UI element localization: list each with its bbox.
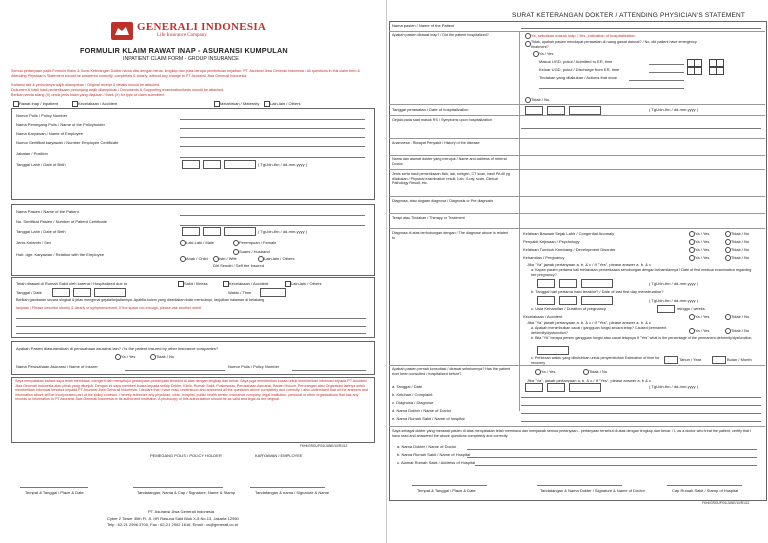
hospital-reason-label: Telah dirawat di Rumah Sakit oleh karena / Hospitalized due to: [16, 281, 128, 286]
policyholder-sign-line[interactable]: [133, 487, 223, 488]
doctor-hospital-field[interactable]: [467, 457, 757, 458]
doctor-place-date-label: Tempat & Tanggal / Place & Date: [417, 488, 476, 493]
doctor-statement: Saya sebagai dokter yang merawat pasien di atas menyatakan telah membaca dan menjawab semua pertanyaan - pertanyaan tersebut di atas dengan lengkap dan benar. / I, as a doctor who treat the patient, certify that I have read and answered the above questions completely and correctly.: [392, 429, 752, 438]
physician-header: SURAT KETERANGAN DOKTER / ATTENDING PHYSICIAN'S STATEMENT: [512, 12, 746, 19]
other-insurance-question: Apakah Pasien diasuransikan di perusahaan asuransi lain? / Is the patient insured by other insurance companies?: [16, 346, 219, 351]
sex-male-label: Laki-Laki / Male: [186, 240, 215, 245]
patient-dob-month[interactable]: [203, 227, 221, 236]
company-name: PT. Asuransi Jiwa Generali Indonesia: [148, 509, 215, 514]
er-yes-label: Ya / Yes: [539, 51, 554, 56]
employee-dob-month[interactable]: [203, 160, 221, 169]
related-psychology-label: Penyakit Kejiwaan / Psychology: [523, 239, 580, 244]
employee-certificate-label: Nomor Sertifikat karyawan / Number Employee Certificate: [16, 140, 119, 145]
company-address: Cyber 2 Tower 30th Fl. Jl. HR Rasuna Said Blok X-5 No.13, Jakarta 12950: [107, 516, 239, 521]
patient-certificate-field[interactable]: [180, 225, 365, 226]
therapy-label: Terapi atau Tindakan / Therapy or Treatment: [392, 216, 465, 220]
doctor-address-label: c. Alamat Rumah Sakit / Address of Hospital: [397, 460, 476, 465]
hospitalization-date-month[interactable]: [547, 106, 565, 115]
pregnancy-q-c: c. Usia Kehamilan / Duration of pregnancy: [531, 306, 606, 311]
other-insurance-no-label: Tidak / No: [156, 354, 175, 359]
hospitalization-date-format: ( Tgl-bln-thn / dd-mm-yyyy ): [649, 107, 699, 112]
prev-date-year[interactable]: [569, 383, 601, 392]
employee-sign-line[interactable]: [250, 487, 325, 488]
policyholder-name-field[interactable]: [180, 128, 365, 129]
accident-q-a: a. Apakah menimbulkan cacat / gangguan fungsi secara tetap? Caused permanent deformity/dysfunction?: [531, 326, 667, 335]
prev-consult-if-yes: Jika "Ya", jawab pertanyaan a, b, & c / If "Yes", please answer a, b & c: [527, 378, 651, 383]
insurer-name-field[interactable]: [125, 370, 225, 371]
relation-others-label: Lain-lain / Others: [264, 256, 295, 261]
recovery-year-label: Tahun / Year: [679, 357, 702, 362]
doctor-hospital-label: b. Nama Rumah Sakit / Name of Hospital: [397, 452, 471, 457]
physician-statement-page: [386, 0, 768, 543]
patient-dob-year[interactable]: [224, 227, 256, 236]
doctor-name-label: a. Nama Dokter / Name of Doctor: [397, 444, 457, 449]
patient-certificate-label: No. Sertifikat Pasien / Number of Patient Certificate: [16, 219, 107, 224]
symptoms-label: Gejala pada saat masuk RS / Symptoms upon hospitalization: [392, 118, 493, 122]
form-subtitle: INPATIENT CLAIM FORM - GROUP INSURANCE: [123, 56, 239, 62]
referral-label: Nama dan alamat dokter yang merujuk / Name and address of referral Doctor: [392, 157, 507, 166]
hospitalized-yes-label: Ya, sebutkan masuk inap / Yes, indication of hospitalization: [531, 33, 636, 38]
pregnancy-b-day[interactable]: [537, 296, 555, 305]
event-date-day[interactable]: [52, 288, 70, 297]
recovery-month-label: Bulan / Month: [727, 357, 752, 362]
pregnancy-a-month[interactable]: [559, 279, 577, 288]
employee-name-label: Nama Karyawan / Name of Employee: [16, 131, 83, 136]
prev-date-label: a. Tanggal / Date: [392, 384, 423, 389]
patient-dob-day[interactable]: [182, 227, 200, 236]
er-no-label: Tidak / No: [531, 97, 550, 102]
pregnancy-a-year[interactable]: [581, 279, 613, 288]
position-field[interactable]: [180, 157, 365, 158]
accident-yes-label: Ya / Yes: [695, 314, 710, 319]
employee-certificate-field[interactable]: [180, 146, 365, 147]
place-date-sign-line[interactable]: [20, 487, 88, 488]
er-admit-field[interactable]: [649, 64, 684, 65]
relation-husband-label: Suami / Husband: [239, 249, 270, 254]
insurer-policy-field[interactable]: [292, 370, 366, 371]
recovery-year-field[interactable]: [664, 356, 678, 364]
prev-diagnose-field[interactable]: [521, 405, 761, 406]
related-development-label: Kelainan Tumbuh Kembang / Development Disorder: [523, 247, 616, 252]
employee-dob-label: Tanggal Lahir / Date of Birth: [16, 162, 66, 167]
claim-type-maternity-label: Melahirkan / Maternity: [220, 101, 260, 106]
tests-label: Jenis serta hasil pemeriksaan fisik, lab, rontgen, CT scan, hasil PA dll yg dilakukan / Physical examination result, Lab, X-ray, scan, Clinical Pathology Result, etc.: [392, 172, 510, 186]
event-date-label: Tanggal / Date: [16, 290, 42, 295]
prev-date-day[interactable]: [525, 383, 543, 392]
position-label: Jabatan / Position: [16, 151, 48, 156]
deformity-no-label: Tidak / No: [731, 328, 750, 333]
form-code-top: FKHI/GROUP/01/JUNE/10/R1/12: [300, 444, 348, 448]
describe-line-2[interactable]: [16, 326, 366, 327]
er-discharge-field[interactable]: [649, 72, 684, 73]
note-4: Berikan tanda silang (X) untuk jenis klaim yang diajukan / Mark (X) for type of claim submitted.: [11, 93, 165, 97]
pregnancy-b-month[interactable]: [559, 296, 577, 305]
note-1: Semua pertanyaan pada Formulir Klaim & Surat Keterangan Dokter harus diisi dengan benar, lengkap dan jelas berupa pembetulan kejadian. PT. Asuransi Jiwa Generali Indonesia / All questions in this claim form & Attending Physician's Statement should be answered correctly, completely & clearly, without any change to PT Asuransi Jiwa Generali Indonesia.: [11, 69, 360, 78]
pregnancy-if-yes: Jika "Ya" jawab pertanyaan a. b. & c / If "Yes", please answer a. b. & c: [527, 262, 651, 267]
doctor-name-field[interactable]: [467, 449, 757, 450]
hospital-stamp-line[interactable]: [667, 485, 742, 486]
symptoms-field[interactable]: [521, 128, 761, 129]
employee-name-field[interactable]: [180, 137, 365, 138]
claim-type-accident-label: Kecelakaan / Accident: [78, 101, 118, 106]
er-discharge-label: Keluar UGD, pukul / Discharge from ER, time: [539, 67, 620, 72]
hospitalized-no-label: Tidak, apakah pasien mendapat perawatan di ruang gawat darurat? / No, did patient have emergency treatment?: [531, 40, 697, 49]
relation-label: Hub. dgn. Karyawan / Relation with the Employee: [16, 252, 105, 257]
relation-wife-label: Istri / Wife: [219, 256, 237, 261]
pregnancy-a-day[interactable]: [537, 279, 555, 288]
employee-stamp-label: Tandatangan & nama / Signature & Name: [255, 490, 330, 495]
describe-label-en: lanjutan / Please describe shortly & clearly of symptoms/event. If the space not enough, please use another sheet: [16, 306, 202, 310]
pregnancy-a-format: ( Tgl-bln-thn / dd-mm-yyyy ): [649, 281, 699, 286]
hospitalized-question: Apakah pasien dirawat inap? / Did the patient hospitalized?: [392, 33, 489, 37]
reason-others-label: Lain-lain / Others: [291, 281, 322, 286]
related-congenital-label: Kelainan Bawaan Sejak Lahir / Congenital Anomaly: [523, 231, 615, 236]
policyholder-sign-label: PEMEGANG POLIS / POLICY HOLDER: [150, 453, 222, 458]
employee-dob-year[interactable]: [224, 160, 256, 169]
hospital-stamp-label: Cap Rumah Sakit / Stamp of Hospital: [672, 488, 739, 493]
event-time-field[interactable]: [260, 288, 286, 297]
employee-sign-label: KARYAWAN / EMPLOYEE: [255, 453, 303, 458]
event-date-month[interactable]: [73, 288, 91, 297]
patient-name-label: Nama Pasien / Name of the Patient: [16, 209, 79, 214]
psychology-no-label: Tidak / No: [731, 239, 750, 244]
policyholder-name-label: Nama Pemegang Polis / Name of the Policyholder: [16, 122, 105, 127]
employee-dob-day[interactable]: [182, 160, 200, 169]
prev-hospital-field[interactable]: [521, 421, 761, 422]
prev-doctor-field[interactable]: [521, 413, 761, 414]
employee-dob-format: ( Tgl-bln-thn / dd-mm-yyyy ): [258, 162, 308, 167]
prev-complaint-label: b. Keluhan / Complaint: [392, 392, 433, 397]
development-no-label: Tidak / No: [731, 247, 750, 252]
er-actions-line-2[interactable]: [539, 88, 684, 89]
accident-if-yes: Jika "Ya" jawab pertanyaan a. b. & c / If "Yes", please answer a. b. & c: [527, 320, 651, 325]
pregnancy-no-label: Tidak / No: [731, 255, 750, 260]
doctor-signature-line[interactable]: [537, 485, 622, 486]
reason-illness-label: Sakit / Illness: [184, 281, 208, 286]
accident-label: Kecelakaan / Accident: [523, 314, 563, 319]
prev-consult-no-label: Tidak / No: [589, 369, 608, 374]
sex-label: Jenis Kelamin / Sex: [16, 240, 52, 245]
policy-number-field[interactable]: [180, 119, 365, 120]
prev-date-format: ( Tgl-bln-thn / dd-mm-yyyy ): [649, 384, 699, 389]
company-contact: Telp : 62-21 2996 3700, Fax : 62-21 2902 1616, Email : cs@generali.co.id: [107, 522, 238, 527]
logo-tagline: Life Insurance Company: [157, 33, 207, 38]
hospitalization-date-day[interactable]: [525, 106, 543, 115]
doctor-address-field[interactable]: [475, 465, 757, 466]
claim-type-inpatient-label: Rawat Inap / Inpatient: [19, 101, 58, 106]
sex-female-label: Perempuan / Female: [239, 240, 277, 245]
prev-date-month[interactable]: [547, 383, 565, 392]
deformity-percent-field[interactable]: [537, 346, 569, 355]
prev-diagnose-label: c. Diagnosa / Diagnose: [392, 400, 434, 405]
er-admit-label: Masuk UGD, pukul / Admitted to ER, time: [539, 59, 613, 64]
note-2: Kwitansi asli & perincianya wajib dilampirkan / Original receipt & details should be attached.: [11, 83, 161, 87]
logo-brand: GENERALI INDONESIA: [137, 21, 267, 33]
pregnancy-weeks-field[interactable]: [657, 305, 675, 313]
relation-self-label: Diri Sendiri / Self the Insured: [213, 263, 264, 268]
accident-no-label: Tidak / No: [731, 314, 750, 319]
form-title: FORMULIR KLAIM RAWAT INAP - ASURANSI KUMPULAN: [80, 46, 288, 55]
pregnancy-q-b: b. Tanggal hari pertama haid terakhir? / Date of last first day menstruation?: [531, 289, 664, 294]
prev-consult-yes-label: Ya / Yes: [541, 369, 556, 374]
prev-consult-question: Apakah pasien pernah konsultasi / dirawat sebelumnya? Has the patient ever been consulted / hospitalized before?: [392, 367, 511, 376]
relation-child-label: Anak / Child: [186, 256, 208, 261]
event-time-label: Waktu / Time: [228, 290, 252, 295]
pregnancy-b-format: ( Tgl-bln-thn / dd-mm-yyyy ): [649, 298, 699, 303]
prev-doctor-label: d. Nama Dokter / Name of Doctor: [392, 408, 452, 413]
psychology-yes-label: Ya / Yes: [695, 239, 710, 244]
congenital-yes-label: Ya / Yes: [695, 231, 710, 236]
policyholder-stamp-label: Tandatangan, Nama & Cap / Signature, Name & Stamp: [137, 490, 236, 495]
er-time-grid-4[interactable]: [716, 59, 724, 67]
deformity-yes-label: Ya / Yes: [695, 328, 710, 333]
reason-accident-label: Kecelakaan / Accident: [229, 281, 269, 286]
describe-line-3[interactable]: [16, 333, 366, 334]
patient-name-field[interactable]: [180, 215, 365, 216]
place-date-label: Tempat & Tanggal / Place & Date: [25, 490, 84, 495]
er-time-grid-8[interactable]: [716, 67, 724, 75]
er-actions-field[interactable]: [629, 80, 684, 81]
pregnancy-yes-label: Ya / Yes: [695, 255, 710, 260]
related-label: Diagnosa di atas berhubungan dengan / The diagnose above is related to: [392, 231, 508, 240]
recovery-month-field[interactable]: [712, 356, 726, 364]
patient-name-field[interactable]: [521, 28, 761, 29]
insurer-policy-label: Nomor Polis / Policy Number: [228, 364, 280, 369]
prev-hospital-label: e. Nama Rumah Sakit / Name of hospital: [392, 416, 465, 421]
doctor-signature-label: Tandatangan & Nama Dokter / Signature & Name of Doctor: [540, 488, 645, 493]
er-time-grid-2[interactable]: [694, 59, 702, 67]
pregnancy-b-year[interactable]: [581, 296, 613, 305]
describe-line-1[interactable]: [16, 318, 366, 319]
congenital-no-label: Tidak / No: [731, 231, 750, 236]
generali-lion-logo: [111, 22, 133, 40]
er-actions-label: Tindakan yang dilakukan / Actions that done: [539, 75, 618, 80]
pregnancy-q-a: a. Kapan pasien pertama kali melakukan pemeriksaan sehubungan dengan kehamilannya? Date of first medical examination regarding her pregnancy?: [531, 268, 752, 277]
event-date-year[interactable]: [94, 288, 126, 297]
patient-dob-format: ( Tgl-bln-thn / dd-mm-yyyy ): [258, 229, 308, 234]
declaration-text: Saya menyatakan bahwa saya telah membaca, mengerti dan menyetujui pertanyaan-pertanyaan tersebut di atas dengan lengkap dan benar. Saya juga memberikan kuasa untuk memberikan informasi kepada PT Asuransi Jiwa Generali Indonesia atau pihak yang ditunjuk. Dengan ini saya memberi kuasa kepada setiap Dokter, Klinik, Rumah Sakit, Puskesmas, Perusahaan Asuransi, Badan Hukum, Perorangan atau Organisasi lainnya untuk memberikan informasi tersebut kepada PT Asuransi Jiwa Generali Indonesia. I declare that I have read, understood and answered all the questions above completely and correctly. I also understand that all the answers and information above will be incorporated part of the policy contract. I hereby authorize any physician, clinic, hospital, public health center, insurance company, legal institution, personal or other organizations that has any records or information to PT Asuransi Jiwa Generali Indonesia or its authorized institution. A photocopy of this authorization should be as valid and legal as the original.: [15, 379, 368, 401]
hospitalization-date-label: Tanggal perawatan / Date of hospitalization: [392, 107, 469, 112]
claim-type-others-label: Lain-lain / Others: [270, 101, 301, 106]
hospitalization-date-year[interactable]: [569, 106, 601, 115]
er-time-grid-6[interactable]: [694, 67, 702, 75]
patient-dob-label: Tanggal Lahir / Date of Birth: [16, 229, 66, 234]
other-insurance-yes-label: Ya / Yes: [121, 354, 136, 359]
history-label: Anamnesa : Riwayat Penyakit / History of the disease: [392, 141, 480, 145]
development-yes-label: Ya / Yes: [695, 247, 710, 252]
related-pregnancy-label: Kehamilan / Pregnancy: [523, 255, 565, 260]
physician-form-code: FKHI/GROUP/01/JUNE/10/R1/12: [702, 501, 750, 505]
policy-number-label: Nomor Polis / Policy Number: [16, 113, 68, 118]
diagnosis-label: Diagnosa, atau dugaan diagnosa / Diagnosis or Pre diagnosis: [392, 199, 494, 203]
describe-label: Berikan gambaran secara singkat & jelas mengenai gejala/kejadiannya. Apabila kolom yang disediakan tidak mencukupi, lanjutkan halaman di belakang: [16, 298, 265, 302]
prev-complaint-field[interactable]: [521, 397, 761, 398]
accident-q-b: b. Bila "YA" berapa persen gangguan fungsi atau cacat tetapnya If "Yes" what is the percentage of the permanent deformity/dysfunction: [531, 336, 752, 340]
insurer-name-label: Nama Perusahaan Asuransi / Name of Insurer: [16, 364, 98, 369]
doctor-place-date-line[interactable]: [412, 485, 487, 486]
pregnancy-weeks-label: minggu / weeks: [677, 306, 705, 311]
patient-name-label: Nama pasien / Name of the Patient: [392, 23, 455, 28]
accident-q-c: c. Perkiraan waktu yang dibutuhkan untuk penyembuhan Estimation of time for recovery: [531, 356, 660, 365]
note-3: Dokumen & hasil hasil pemeriksaan penunjang wajib dilampirkan / Documents & Supporting examination/tests should be attached.: [11, 88, 225, 92]
